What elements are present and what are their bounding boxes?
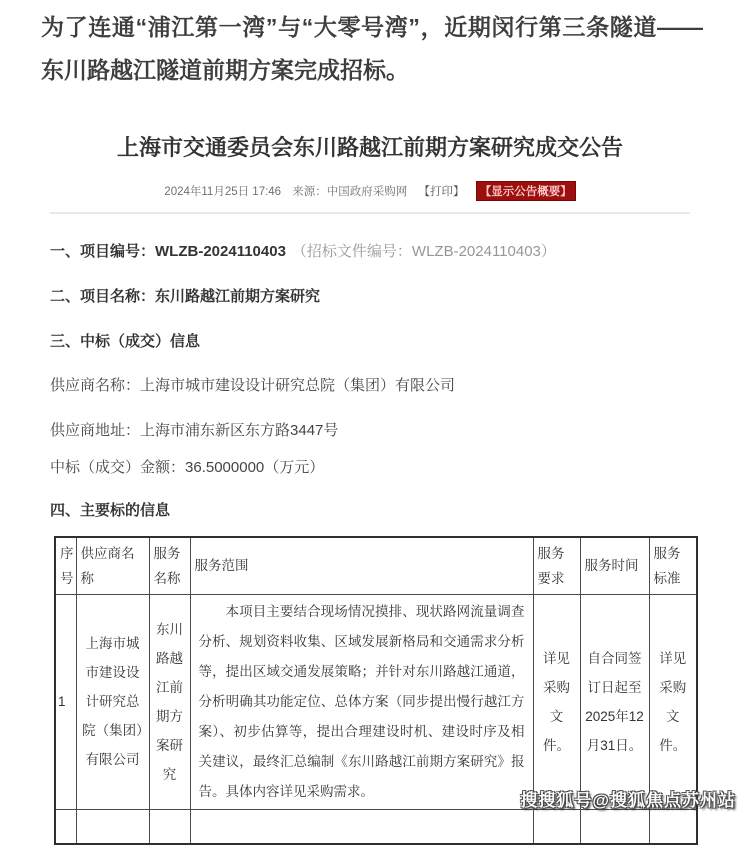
- award-amount-value: 36.5000000（万元）: [185, 459, 325, 476]
- project-number-label: 一、项目编号：: [50, 243, 156, 260]
- award-info-heading: 三、中标（成交）信息: [50, 333, 201, 350]
- table-row: [55, 594, 697, 809]
- cell-seq-no: 1: [55, 594, 76, 809]
- header-service-standard: 服务标准: [649, 537, 697, 594]
- header-divider: [50, 212, 690, 214]
- header-service-time: 服务时间: [580, 537, 649, 594]
- project-number-row: [50, 240, 700, 261]
- empty-cell: [580, 809, 649, 844]
- cell-service-name: 东川路越江前期方案研究: [149, 594, 190, 809]
- header-service-requirement: 服务要求: [533, 537, 580, 594]
- project-number-note: （招标文件编号：WLZB-2024110403）: [291, 243, 556, 260]
- header-seq-no: 序号: [55, 537, 76, 594]
- empty-cell: [190, 809, 533, 844]
- main-subject-table: [54, 536, 698, 845]
- cell-service-scope: 本项目主要结合现场情况摸排、现状路网流量调查分析、规划资料收集、区域发展新格局和交通需求分析等，提出区域交通发展策略；并针对东川路越江通道，分析明确其功能定位、总体方案（同步提出慢行越江方案）、初步估算等，提出合理建设时机、建设时序及相关建议，最终汇总编制《东川路越江前期方案研究》报告。具体内容详见采购需求。: [190, 594, 533, 809]
- cell-supplier-name: 上海市城市建设设计研究总院（集团）有限公司: [76, 594, 149, 809]
- publish-datetime: 2024年11月25日 17:46: [164, 186, 282, 198]
- empty-cell: [533, 809, 580, 844]
- show-summary-button[interactable]: 【显示公告概要】: [476, 181, 576, 201]
- empty-cell: [649, 809, 697, 844]
- award-amount-row: [50, 456, 700, 477]
- header-supplier-name: 供应商名称: [76, 537, 149, 594]
- empty-cell: [55, 809, 76, 844]
- supplier-name-label: 供应商名称：: [50, 377, 141, 394]
- source-text: 来源：中国政府采购网: [292, 186, 408, 198]
- award-amount-label: 中标（成交）金额：: [50, 459, 186, 476]
- table-empty-row: [55, 809, 697, 844]
- table-header-row: [55, 537, 697, 594]
- supplier-name-value: 上海市城市建设设计研究总院（集团）有限公司: [140, 377, 456, 394]
- empty-cell: [76, 809, 149, 844]
- sohu-watermark: 搜搜狐号@搜狐焦点苏州站: [520, 791, 736, 810]
- supplier-address-value: 上海市浦东新区东方路3447号: [140, 422, 339, 439]
- empty-cell: [149, 809, 190, 844]
- print-button[interactable]: 【打印】: [418, 186, 465, 198]
- header-service-scope: 服务范围: [190, 537, 533, 594]
- supplier-name-row: [50, 374, 700, 395]
- main-subject-heading: 四、主要标的信息: [50, 502, 171, 519]
- cell-service-requirement: 详见采购文件。: [533, 594, 580, 809]
- cell-service-time: 自合同签订日起至2025年12月31日。: [580, 594, 649, 809]
- announcement-meta: [0, 181, 740, 201]
- project-name-label: 二、项目名称：: [50, 288, 156, 305]
- supplier-address-label: 供应商地址：: [50, 422, 141, 439]
- project-number-value: WLZB-2024110403: [155, 243, 286, 260]
- project-name-row: [50, 285, 700, 306]
- announcement-title: 上海市交通委员会东川路越江前期方案研究成交公告: [116, 135, 623, 160]
- supplier-address-row: [50, 419, 700, 440]
- cell-service-standard: 详见采购文件。: [649, 594, 697, 809]
- intro-paragraph: 为了连通“浦江第一湾”与“大零号湾”，近期闵行第三条隧道——东川路越江隧道前期方案完成招标。: [41, 14, 703, 83]
- header-service-name: 服务名称: [149, 537, 190, 594]
- project-name-value: 东川路越江前期方案研究: [155, 288, 321, 305]
